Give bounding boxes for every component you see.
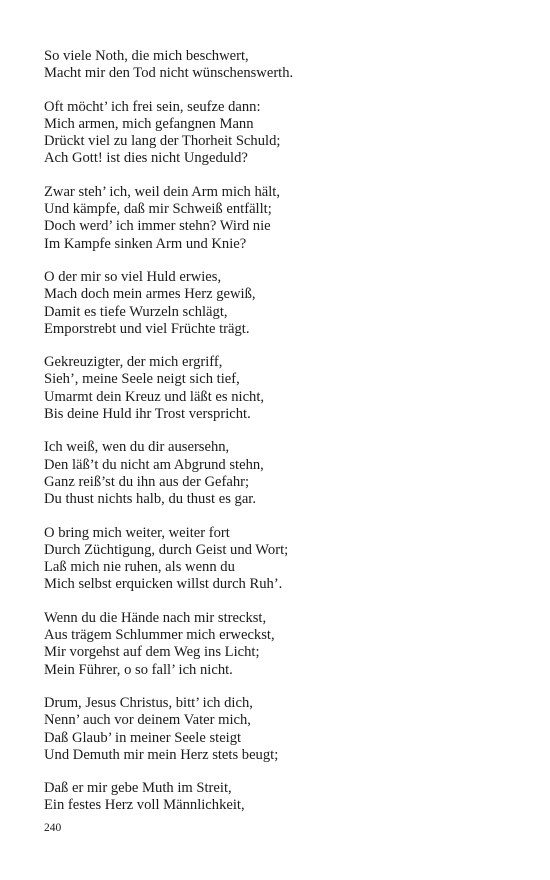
- poem-line: Du thust nichts halb, du thust es gar.: [44, 491, 257, 508]
- poem-line: Mich armen, mich gefangnen Mann: [44, 115, 254, 132]
- poem-line: Emporstrebt und viel Früchte trägt.: [44, 320, 250, 337]
- poem-line: Daß er mir gebe Muth im Streit,: [44, 780, 232, 797]
- poem-line: So viele Noth, die mich beschwert,: [44, 48, 249, 64]
- poem-line: O bring mich weiter, weiter fort: [44, 524, 230, 541]
- stanza: [44, 269, 524, 338]
- stanza: [44, 354, 524, 423]
- poem-line: Laß mich nie ruhen, als wenn du: [44, 559, 235, 576]
- poem-line: Umarmt dein Kreuz und läßt es nicht,: [44, 388, 265, 405]
- poem-line: Mach doch mein armes Herz gewiß,: [44, 286, 256, 303]
- stanza: [44, 99, 524, 168]
- poem-line: Doch werd’ ich immer stehn? Wird nie: [44, 218, 271, 235]
- page-number: 240: [44, 822, 62, 834]
- poem-line: Mein Führer, o so fall’ ich nicht.: [44, 661, 233, 678]
- poem-line: Zwar steh’ ich, weil dein Arm mich hält,: [44, 183, 281, 200]
- poem-line: O der mir so viel Huld erwies,: [44, 268, 222, 285]
- poem-line: Mir vorgehst auf dem Weg ins Licht;: [44, 644, 260, 661]
- poem-line: Sieh’, meine Seele neigt sich tief,: [44, 371, 240, 388]
- poem-line: Im Kampfe sinken Arm und Knie?: [44, 235, 247, 252]
- poem-line: Ach Gott! ist dies nicht Ungeduld?: [44, 150, 248, 167]
- poem-text: [44, 48, 524, 831]
- poem-line: Oft möcht’ ich frei sein, seufze dann:: [44, 98, 261, 115]
- poem-line: Gekreuzigter, der mich ergriff,: [44, 354, 223, 371]
- stanza: [44, 439, 524, 508]
- poem-line: Drum, Jesus Christus, bitt’ ich dich,: [44, 694, 253, 711]
- poem-line: Durch Züchtigung, durch Geist und Wort;: [44, 541, 289, 558]
- poem-line: Und Demuth mir mein Herz stets beugt;: [44, 746, 279, 763]
- poem-line: Ich weiß, wen du dir ausersehn,: [44, 439, 230, 456]
- poem-line: Ganz reiß’st du ihn aus der Gefahr;: [44, 473, 250, 490]
- stanza: [44, 695, 524, 764]
- stanza: [44, 780, 524, 815]
- poem-line: Bis deine Huld ihr Trost verspricht.: [44, 406, 251, 423]
- poem-line: Den läß’t du nicht am Abgrund stehn,: [44, 456, 264, 473]
- poem-line: Mich selbst erquicken willst durch Ruh’.: [44, 576, 283, 593]
- stanza: [44, 48, 524, 83]
- poem-line: Wenn du die Hände nach mir streckst,: [44, 609, 267, 626]
- poem-line: Ein festes Herz voll Männlichkeit,: [44, 797, 245, 814]
- poem-line: Nenn’ auch vor deinem Vater mich,: [44, 712, 251, 729]
- poem-line: Macht mir den Tod nicht wünschenswerth.: [44, 65, 294, 82]
- poem-line: Damit es tiefe Wurzeln schlägt,: [44, 303, 228, 320]
- poem-line: Daß Glaub’ in meiner Seele steigt: [44, 729, 242, 746]
- stanza: [44, 610, 524, 679]
- stanza: [44, 184, 524, 253]
- poem-line: Und kämpfe, daß mir Schweiß entfällt;: [44, 201, 272, 218]
- stanza: [44, 525, 524, 594]
- poem-line: Drückt viel zu lang der Thorheit Schuld;: [44, 133, 281, 150]
- poem-line: Aus trägem Schlummer mich erweckst,: [44, 627, 275, 644]
